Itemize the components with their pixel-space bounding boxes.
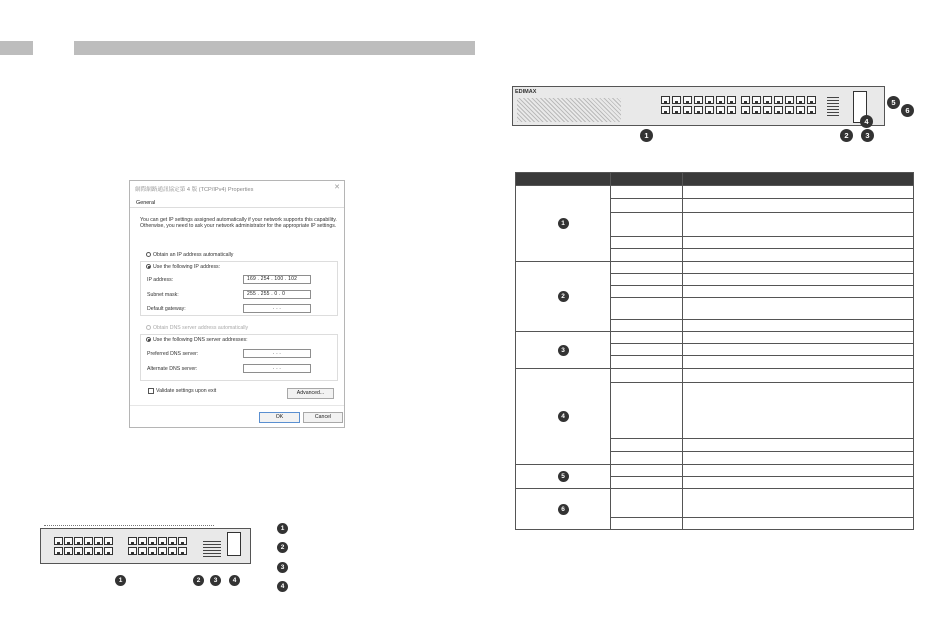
group-cell <box>516 186 611 262</box>
port <box>148 537 157 545</box>
table-cell <box>611 332 683 344</box>
table-cell <box>683 286 914 298</box>
radio-obtain-dns-auto-label: Obtain DNS server address automatically <box>153 325 249 331</box>
port <box>807 96 816 104</box>
port <box>158 547 167 555</box>
table-header <box>611 173 683 186</box>
callout-1: 1 <box>640 129 653 142</box>
brand-label: EDIMAX <box>515 89 537 95</box>
header-bar-left <box>0 41 33 55</box>
vent-pattern <box>517 98 621 122</box>
radio-obtain-dns-auto[interactable] <box>146 325 151 330</box>
table-cell <box>683 262 914 274</box>
alternate-dns-input[interactable]: . . . <box>243 364 311 373</box>
default-gateway-label: Default gateway: <box>147 306 186 312</box>
port <box>64 537 73 545</box>
table-cell <box>683 274 914 286</box>
port <box>64 547 73 555</box>
subnet-mask-input[interactable]: 255 . 255 . 0 . 0 <box>243 290 311 299</box>
port <box>785 96 794 104</box>
port <box>763 96 772 104</box>
table-header <box>683 173 914 186</box>
port <box>104 547 113 555</box>
group-marker: 6 <box>558 504 569 515</box>
table-row <box>516 186 914 199</box>
callout-1: 1 <box>115 575 126 586</box>
default-gateway-input[interactable]: . . . <box>243 304 311 313</box>
port <box>661 106 670 114</box>
ip-address-label: IP address: <box>147 277 174 283</box>
table-cell <box>683 369 914 383</box>
table-row <box>516 369 914 383</box>
table-cell <box>611 298 683 320</box>
port <box>727 106 736 114</box>
table-cell <box>683 356 914 369</box>
port <box>683 106 692 114</box>
table-cell <box>611 344 683 356</box>
table-cell <box>611 213 683 237</box>
table-row <box>516 465 914 477</box>
table-cell <box>683 452 914 465</box>
port <box>672 96 681 104</box>
vent-grille <box>203 541 221 559</box>
port <box>705 96 714 104</box>
group-marker: 3 <box>558 345 569 356</box>
table-cell <box>611 186 683 199</box>
port <box>763 106 772 114</box>
port <box>138 537 147 545</box>
table-cell <box>611 274 683 286</box>
port <box>158 537 167 545</box>
tcpip-properties-dialog <box>129 180 345 428</box>
callout-3: 3 <box>861 129 874 142</box>
port <box>752 106 761 114</box>
preferred-dns-input[interactable]: . . . <box>243 349 311 358</box>
table-cell <box>611 262 683 274</box>
port <box>128 537 137 545</box>
tab-general[interactable]: General <box>136 200 156 206</box>
group-cell <box>516 369 611 465</box>
radio-use-following-dns-label: Use the following DNS server addresses: <box>153 337 248 343</box>
legend-item-3: 3 <box>277 562 288 573</box>
port <box>694 106 703 114</box>
table-row <box>516 489 914 518</box>
dialog-description: You can get IP settings assigned automatically if your network supports this capability. Otherwise, you need to ask your network administrator for the appropriate IP settings. <box>140 217 337 230</box>
table-header <box>516 173 611 186</box>
table-cell <box>611 518 683 530</box>
callout-4: 4 <box>860 115 873 128</box>
table-cell <box>683 465 914 477</box>
group-cell <box>516 332 611 369</box>
table-cell <box>683 320 914 332</box>
port <box>168 547 177 555</box>
port <box>716 96 725 104</box>
table-cell <box>611 477 683 489</box>
switch-front-panel-small <box>40 528 251 564</box>
radio-obtain-ip-auto-label: Obtain an IP address automatically <box>153 252 234 258</box>
radio-use-following-dns[interactable] <box>146 337 151 342</box>
table-row <box>516 262 914 274</box>
port <box>168 537 177 545</box>
table-cell <box>611 465 683 477</box>
table-cell <box>683 344 914 356</box>
port <box>716 106 725 114</box>
table-cell <box>611 249 683 262</box>
subnet-mask-label: Subnet mask: <box>147 292 179 298</box>
advanced-button[interactable]: Advanced... <box>287 388 334 399</box>
port <box>694 96 703 104</box>
port <box>785 106 794 114</box>
port <box>774 96 783 104</box>
table-cell <box>683 186 914 199</box>
port <box>796 96 805 104</box>
legend-item-4: 4 <box>277 581 288 592</box>
port <box>54 537 63 545</box>
port <box>74 547 83 555</box>
table-cell <box>611 199 683 213</box>
port <box>178 547 187 555</box>
group-cell <box>516 489 611 530</box>
validate-checkbox-label: Validate settings upon exit <box>156 388 217 394</box>
port <box>74 537 83 545</box>
console-port <box>227 532 241 556</box>
table-cell <box>611 356 683 369</box>
port <box>94 537 103 545</box>
table-cell <box>683 332 914 344</box>
cancel-button[interactable]: Cancel <box>303 412 343 423</box>
group-marker: 1 <box>558 218 569 229</box>
group-marker: 2 <box>558 291 569 302</box>
tab-bar <box>130 198 344 208</box>
spec-table <box>515 172 914 530</box>
table-cell <box>611 369 683 383</box>
table-cell <box>683 298 914 320</box>
group-cell <box>516 262 611 332</box>
radio-use-following-ip-label: Use the following IP address: <box>153 264 221 270</box>
table-cell <box>611 237 683 249</box>
port <box>796 106 805 114</box>
port <box>807 106 816 114</box>
table-cell <box>683 237 914 249</box>
alternate-dns-label: Alternate DNS server: <box>147 366 198 372</box>
table-cell <box>611 320 683 332</box>
port <box>727 96 736 104</box>
table-cell <box>611 452 683 465</box>
port <box>774 106 783 114</box>
close-icon[interactable]: ✕ <box>334 184 340 191</box>
port <box>178 537 187 545</box>
table-cell <box>683 213 914 237</box>
callout-6: 6 <box>901 104 914 117</box>
table-row <box>516 332 914 344</box>
table-cell <box>683 383 914 439</box>
table-cell <box>611 439 683 452</box>
group-marker: 5 <box>558 471 569 482</box>
radio-obtain-ip-auto[interactable] <box>146 252 151 257</box>
port <box>741 106 750 114</box>
port <box>128 547 137 555</box>
callout-5: 5 <box>887 96 900 109</box>
port <box>104 537 113 545</box>
dialog-title: 網際網路通訊協定第 4 版 (TCP/IPv4) Properties <box>135 187 254 193</box>
table-cell <box>611 489 683 518</box>
port <box>672 106 681 114</box>
table-cell <box>683 489 914 518</box>
switch-front-panel-large <box>512 86 885 126</box>
callout-3: 3 <box>210 575 221 586</box>
port <box>683 96 692 104</box>
table-cell <box>683 518 914 530</box>
port <box>741 96 750 104</box>
radio-use-following-ip[interactable] <box>146 264 151 269</box>
ip-address-input[interactable]: 169 . 254 . 100 . 102 <box>243 275 311 284</box>
port <box>84 547 93 555</box>
table-cell <box>611 286 683 298</box>
group-marker: 4 <box>558 411 569 422</box>
table-cell <box>683 439 914 452</box>
dialog-divider <box>130 405 344 406</box>
port <box>705 106 714 114</box>
port <box>54 547 63 555</box>
port <box>661 96 670 104</box>
legend-item-2: 2 <box>277 542 288 553</box>
callout-2: 2 <box>840 129 853 142</box>
port <box>752 96 761 104</box>
ok-button[interactable]: OK <box>259 412 300 423</box>
table-cell <box>683 249 914 262</box>
port <box>84 537 93 545</box>
port <box>138 547 147 555</box>
led-strip <box>44 525 214 529</box>
port <box>94 547 103 555</box>
callout-4: 4 <box>229 575 240 586</box>
group-cell <box>516 465 611 489</box>
callout-2: 2 <box>193 575 204 586</box>
vent-grille <box>827 97 839 117</box>
header-bar <box>74 41 475 55</box>
port <box>148 547 157 555</box>
legend-item-1: 1 <box>277 523 288 534</box>
preferred-dns-label: Preferred DNS server: <box>147 351 199 357</box>
table-cell <box>683 199 914 213</box>
table-cell <box>683 477 914 489</box>
table-header-row <box>516 173 914 186</box>
validate-checkbox[interactable] <box>148 388 154 394</box>
table-cell <box>611 383 683 439</box>
